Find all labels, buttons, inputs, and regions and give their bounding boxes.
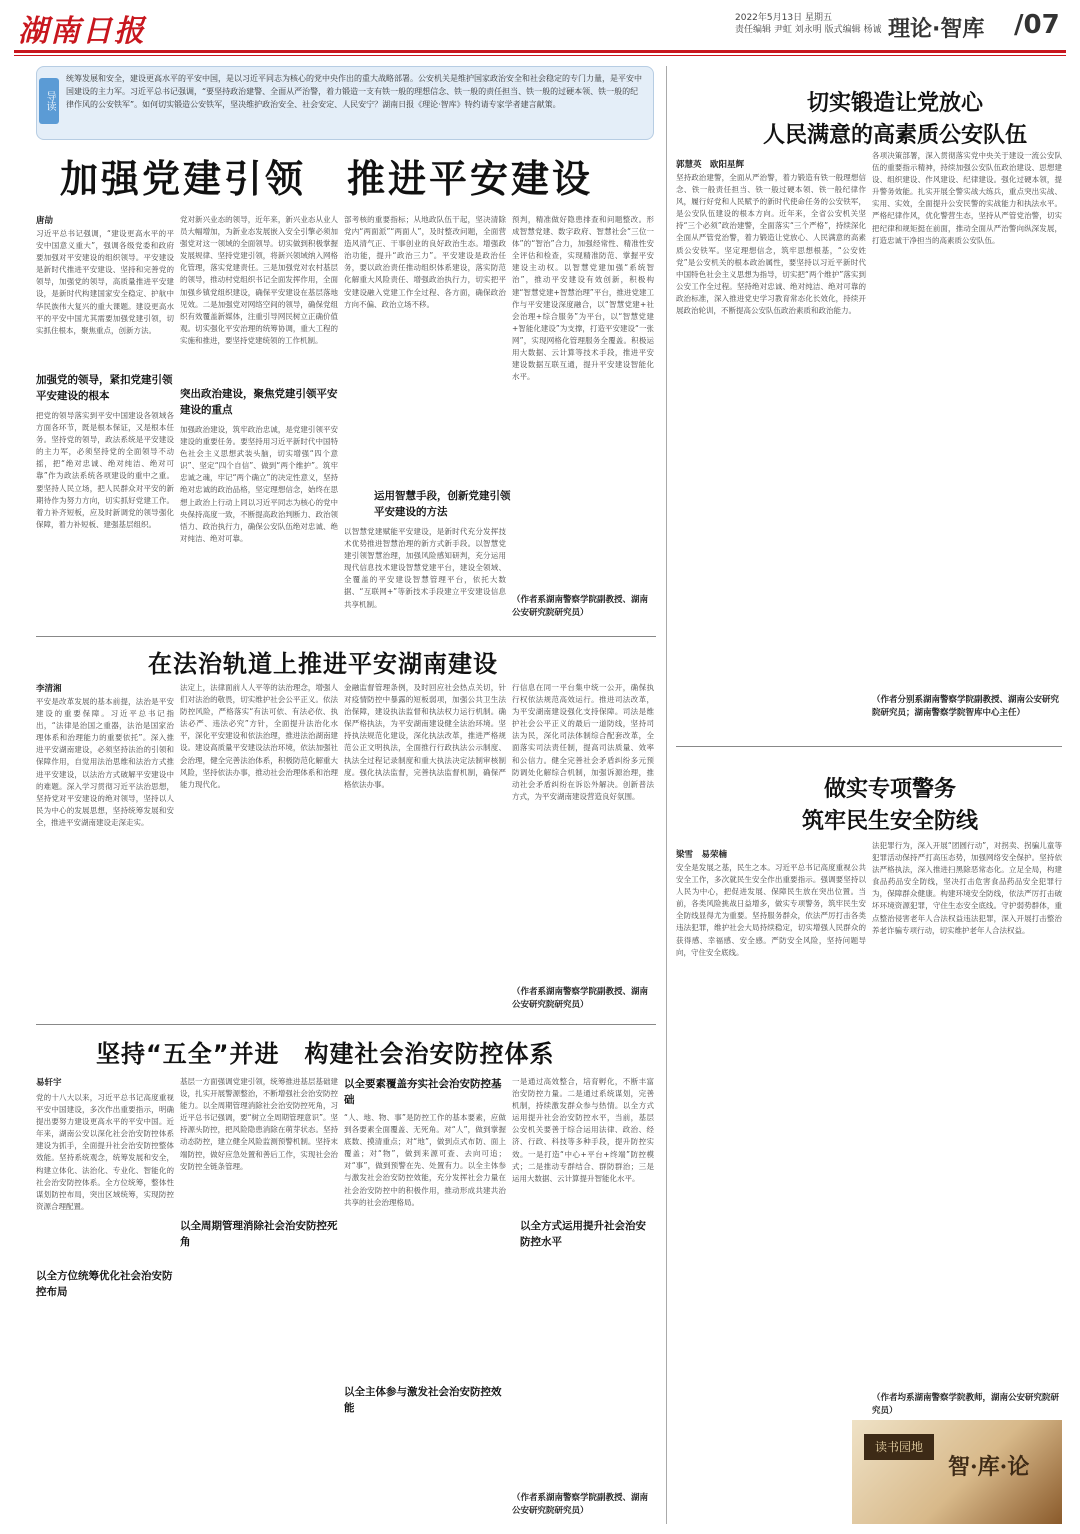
illustration-calligraphy: 智·库·论 — [948, 1454, 1030, 1480]
article1-subheading-3: 运用智慧手段，创新党建引领平安建设的方法 — [374, 490, 511, 518]
article5-endnote: （作者系湖南警察学院副教授、湖南公安研究院研究员） — [512, 1493, 649, 1516]
article2-body-1: 坚持政治建警，全面从严治警，着力锻造有铁一般理想信念、铁一般责任担当、铁一般过硬本领、铁一般纪律作风，履行好党和人民赋予的新时代使命任务的公安铁军，是公安队伍建设的根本方向。近年来，全省公安机关坚持“三个必须”政治建警，全面落实“三个严格”，持续深化全面从严管党治警，着力锻造让党放心、人民满意的高素质公安铁军。坚定理想信念，筑牢思想根基，“公安姓党”是公安机关的根本政治属性，要坚持以习近平新时代中国特色社会主义思想为指导，切实把“两个维护”落实到公安工作全过程。坚持绝对忠诚、绝对纯洁、绝对可靠的政治标准，深入推进党史学习教育常态化长效化，持续开展政治轮训，不断提高公安队伍政治素质和政治能力。 — [676, 173, 866, 316]
article1-body-7: 预判，精准做好隐患排查和问题整改。形成智慧党建、数字政府、智慧社会“三位一体”的“智治”合力，加强经常性、精准性安全评估和检查，实现精准防范、掌握平安建设主动权。以智慧党建加强“系统智治”，推动平安建设有效创新，积极构建“智慧党建+智慧治理”平台，推进党建工作与平安建设深度融合，以“智慧党建+社会治理+综合服务”为平台，以“智慧党建+智能化建设”为支撑，打造平安建设“一张网”，实现网格化管理服务全覆盖。积极运用大数据、云计算等技术手段，推进平安建设数据互联互通，提升平安建设智能化水平。 — [512, 215, 654, 382]
newspaper-logo: 湖南日报 — [18, 14, 146, 49]
illustration-plaque: 读书园地 — [864, 1434, 934, 1460]
article1-body-2: 把党的领导落实到平安中国建设各领域各方面各环节，既是根本保证，又是根本任务。坚持党的领导，政法系统是平安建设的主力军，必须坚持党的全面领导不动摇，把“绝对忠诚、绝对纯洁、绝对可靠”作为政法系统各项建设的重中之重。要坚持人民立场，把人民群众对平安的新期待作为努力方向，切实抓好党建工作。着力补齐短板，应及时新调党的领导强化保障，着力补短板、建强基层组织。 — [36, 411, 174, 529]
article1-body-1: 习近平总书记强调，“建设更高水平的平安中国意义重大”，强调各级党委和政府要加强对平安建设的组织领导。平安建设是新时代推进平安建设、坚持和完善党的领导，加强党的领导，高质量推进平安建设，是新时代构建国家安全稳定、护航中华民族伟大复兴的重大课题。建设更高水平的平安中国尤其需要加强党建引领，切实抓住根本，聚焦重点，创新方法。 — [36, 229, 174, 335]
decorative-illustration — [852, 1420, 1062, 1524]
article5-subheading-3: 以全要素覆盖夯实社会治安防控基础 — [344, 1078, 502, 1106]
article5-subheading-1: 以全方位统筹优化社会治安防控布局 — [36, 1270, 173, 1298]
article2-author: 郭慧英 欧阳星辉 — [676, 160, 745, 170]
issue-meta — [735, 12, 881, 36]
article5-author: 易轩宇 — [36, 1078, 62, 1088]
article1-subheading-1: 加强党的领导，紧扣党建引领平安建设的根本 — [36, 374, 173, 402]
section-title: 理论·智库 — [888, 17, 985, 42]
article4-body-2: 法犯罪行为，深入开展“团圆行动”，对拐卖、拐骗儿童等犯罪活动保持严打高压态势，加强网络安全保护。坚持依法严格执法，深入推进扫黑除恶常态化。立足全局，构建食品药品安全防线，坚决打击危害食品药品安全犯罪行为，保障群众健康。构建环境安全防线，依法严厉打击破坏环境资源犯罪，守住生态安全底线。守护弱势群体，重点整治侵害老年人合法权益违法犯罪，深入开展打击整治养老诈骗专项行动，切实维护老年人合法权益。 — [872, 841, 1062, 935]
article3-body-3: 金融监督管理条例，及时回应社会热点关切，针对疫情防控中暴露的短板弱项，加强公共卫生法治保障，建设执法监督和执法权力运行机制。确保严格执法，为平安湖南建设健全法治环境。坚持执法规范化建设，深化执法改革，推进严格规范公正文明执法，全面推行行政执法公示制度、执法全过程记录制度和重大执法决定法制审核制度。强化执法监督，完善执法监督机制，确保严格依法办事。 — [344, 683, 506, 789]
article3-body-4: 行信息在同一平台集中统一公开，确保执行权依法规范高效运行。推进司法改革，为平安湖南建设强化支持保障。司法是维护社会公平正义的最后一道防线，坚持司法为民，深化司法体制综合配套改革，全面落实司法责任制，提高司法质量、效率和公信力。健全完善社会矛盾纠纷多元预防调处化解综合机制，加强诉源治理，推动社会矛盾纠纷在诉讼外解决。创新普法方式，为平安湖南建设营造良好氛围。 — [512, 683, 654, 801]
issue-date: 2022年5月13日 星期五 — [735, 13, 832, 23]
issue-editors: 责任编辑 尹虹 刘永明 版式编辑 杨诚 — [735, 25, 882, 35]
column-divider — [666, 66, 667, 1524]
article5-title: 坚持“五全”并进 构建社会治安防控体系 — [96, 1040, 555, 1068]
article5-subheading-4: 以全主体参与激发社会治安防控效能 — [344, 1386, 502, 1414]
page-number: /07 — [1014, 10, 1060, 40]
article4-body-1: 安全是发展之基，民生之本。习近平总书记高度重视公共安全工作，多次就民生安全作出重要指示。强调要坚持以人民为中心，把促进发展、保障民生放在突出位置。当前，各类风险挑战日益增多，做实专项警务，筑牢民生安全防线显得尤为重要。坚持服务群众，依法严厉打击各类违法犯罪，维护社会大局持续稳定，切实增强人民群众的获得感、幸福感、安全感。严防安全风险，坚持问题导向，守住安全底线。 — [676, 863, 866, 957]
article4-title: 做实专项警务 筑牢民生安全防线 — [801, 777, 978, 834]
divider — [676, 746, 1062, 747]
article5-body-1: 党的十八大以来，习近平总书记高度重视平安中国建设，多次作出重要指示，明确提出要努力建设更高水平的平安中国。近年来，湖南公安以深化社会治安防控体系建设为抓手，全面提升社会治安防控整体效能。坚持系统观念，统筹发展和安全，构建立体化、法治化、专业化、智能化的社会治安防控体系。全方位统筹，整体性谋划防控布局，突出区域统筹，实现防控资源合理配置。 — [36, 1093, 174, 1211]
article1-endnote: （作者系湖南警察学院副教授、湖南公安研究院研究员） — [512, 595, 649, 618]
article4-endnote: （作者均系湖南警察学院教师，湖南公安研究院研究员） — [872, 1393, 1060, 1416]
article5-subheading-2: 以全周期管理消除社会治安防控死角 — [180, 1220, 338, 1248]
article5-body-2: 基层一方面强调党建引领，统筹推进基层基础建设，扎实开展警源整治，不断增强社会治安防控能力。以全周期管理消除社会治安防控死角，习近平总书记强调，要“树立全周期管理意识”。坚持源头防控，把风险隐患消除在萌芽状态。坚持动态防控，建立健全风险监测预警机制。坚持末端防控，做好应急处置和善后工作，实现社会治安防控全链条管理。 — [180, 1077, 338, 1171]
lead-text: 统筹发展和安全，建设更高水平的平安中国，是以习近平同志为核心的党中央作出的重大战略部署。公安机关是维护国家政治安全和社会稳定的专门力量，是平安中国建设的主力军。习近平总书记强调，“要坚持政治建警、全面从严治警，着力锻造一支有铁一般的理想信念、铁一般的责任担当、铁一般的过硬本领、铁一般的纪律作风的公安铁军”。如何切实锻造公安铁军，坚决维护政治安全、社会安定、人民安宁？湖南日报《理论·智库》特约请专家学者建言献策。 — [66, 74, 642, 109]
article1-body-3: 党对新兴业态的领导，近年来，新兴业态从业人员大幅增加，为新业态发展嵌入安全引擎必须加强党对这一领域的全面领导。切实做到积极掌握发展规律、坚持党建引领，将新兴领域纳入网格化管理，落实党建责任。三是加强党对农村基层的领导，推动村党组织书记全面发挥作用，全面加强乡镇党组织建设，确保平安建设在基层落地见效。二是加强党对网络空间的领导，确保党组织有效覆盖新媒体，注重引导网民树立正确价值观。切实强化平安治理的统筹协调，重大工程的实施和推进，要坚持党建统领的工作机制。 — [180, 215, 338, 345]
article5-body-3: “人、地、物、事”是防控工作的基本要素，应做到各要素全面覆盖、无死角。对“人”，做到掌握底数、摸清重点；对“地”，做到点式布防、面上覆盖；对“物”，做到来源可查、去向可追；对“事”，做到预警在先、处置有力。以全主体参与激发社会治安防控效能，充分发挥社会力量在社会治安防控中的积极作用，推动形成共建共治共享的社会治理格局。 — [344, 1113, 506, 1207]
article4-author: 梁雪 易荣楠 — [676, 850, 728, 860]
article2-title: 切实锻造让党放心 人民满意的高素质公安队伍 — [762, 91, 1027, 148]
article1-title: 加强党建引领 推进平安建设 — [60, 157, 594, 201]
article3-title: 在法治轨道上推进平安湖南建设 — [148, 650, 498, 678]
article2-body-2: 各项决策部署，深入贯彻落实党中央关于建设一流公安队伍的重要指示精神，持续加强公安队伍政治建设、思想建设、组织建设、作风建设、纪律建设。强化过硬本领，提升警务效能。扎实开展全警实战大练兵，重点突出实战、实用、实效，全面提升公安民警的实战能力和执法水平。严格纪律作风，优化警营生态，坚持从严管党治警，切实把纪律和规矩挺在前面，推动全面从严治警向纵深发展，打造忠诚干净担当的高素质公安队伍。 — [872, 151, 1062, 245]
masthead-rule-thin — [14, 55, 1066, 56]
article3-body-2: 法定上，法律面前人人平等的法治理念，增强人们对法治的敬畏，切实维护社会公平正义。依法防控风险，严格落实“有法可依、有法必依、执法必严、违法必究”方针，全面提升法治化水平，深化平安建设和依法治理，推进法治湖南建设。建设高质量平安建设法治环境，依法加强社会治理，健全完善法治体系，积极防范化解重大风险，坚持依法办事，推动社会治理体系和治理能力现代化。 — [180, 683, 338, 789]
article3-endnote: （作者系湖南警察学院副教授、湖南公安研究院研究员） — [512, 987, 649, 1010]
article3-body-1: 平安是改革发展的基本前提，法治是平安建设的重要保障。习近平总书记指出，“法律是治国之重器，法治是国家治理体系和治理能力的重要依托”。深入推进平安湖南建设，必须坚持法治的引领和保障作用，自觉用法治思维和法治方式推进平安建设，以法治方式破解平安建设中的难题。深入学习贯彻习近平法治思想，坚持党对平安建设的绝对领导，坚持以人民为中心的发展思想，坚持统筹发展和安全，推进平安湖南建设走深走实。 — [36, 697, 174, 827]
article5-subheading-5: 以全方式运用提升社会治安防控水平 — [520, 1220, 646, 1248]
article1-subheading-2: 突出政治建设，聚焦党建引领平安建设的重点 — [180, 388, 338, 416]
article1-author: 唐劼 — [36, 216, 54, 226]
article1-body-5: 部考核的重要指标；从地政队伍干起，坚决清除党内“两面派”“两面人”，及时整改问题，全面营造风清气正、干事创业的良好政治生态。增强政治功能，提升“政治三力”。平安建设是政治任务，要以政治责任推动组织体系建设，落实防范化解重大风险责任、增强政治执行力，切实把平安建设融入党建工作全过程、各方面，确保政治方向不偏、政治立场不移。 — [344, 215, 506, 309]
article1-body-4: 加强政治建设，筑牢政治忠诚，是党建引领平安建设的重要任务。要坚持用习近平新时代中国特色社会主义思想武装头脑，切实增强“四个意识”、坚定“四个自信”、做到“两个维护”。筑牢忠诚之魂，牢记“两个确立”的决定性意义，坚持绝对忠诚的政治品格，坚定理想信念，始终在思想上政治上行动上同以习近平同志为核心的党中央保持高度一致，不断提高政治判断力、政治领悟力、政治执行力，确保公安队伍绝对忠诚、绝对纯洁、绝对可靠。 — [180, 425, 338, 543]
masthead-rule — [14, 50, 1066, 53]
lead-tag: 导读 — [39, 78, 59, 124]
divider — [36, 636, 656, 637]
article1-body-6: 以智慧党建赋能平安建设，是新时代充分发挥技术优势推进智慧治理的新方式新手段。以智慧党建引领智慧治理，加强风险感知研判，充分运用现代信息技术建设智慧党建平台，建设全领域、全覆盖的平安建设智慧管理平台，依托大数据、“互联网+”等新技术手段建立平安建设信息共享机制。 — [344, 527, 506, 609]
divider — [36, 1024, 656, 1025]
article3-author: 李清湘 — [36, 684, 62, 694]
article2-endnote: （作者分别系湖南警察学院副教授、湖南公安研究院研究员；湖南警察学院智库中心主任） — [872, 695, 1060, 718]
article5-body-4: 一是通过高效整合，培育孵化，不断丰富治安防控力量。二是通过系统谋划，完善机制，持续激发群众参与热情。以全方式运用提升社会治安防控水平，当前，基层公安机关要善于综合运用法律、政治、经济、行政、科技等多种手段，提升防控实效。一是打造“中心+平台+终端”防控模式；二是推动专群结合、群防群治；三是运用大数据、云计算提升智能化水平。 — [512, 1077, 654, 1183]
